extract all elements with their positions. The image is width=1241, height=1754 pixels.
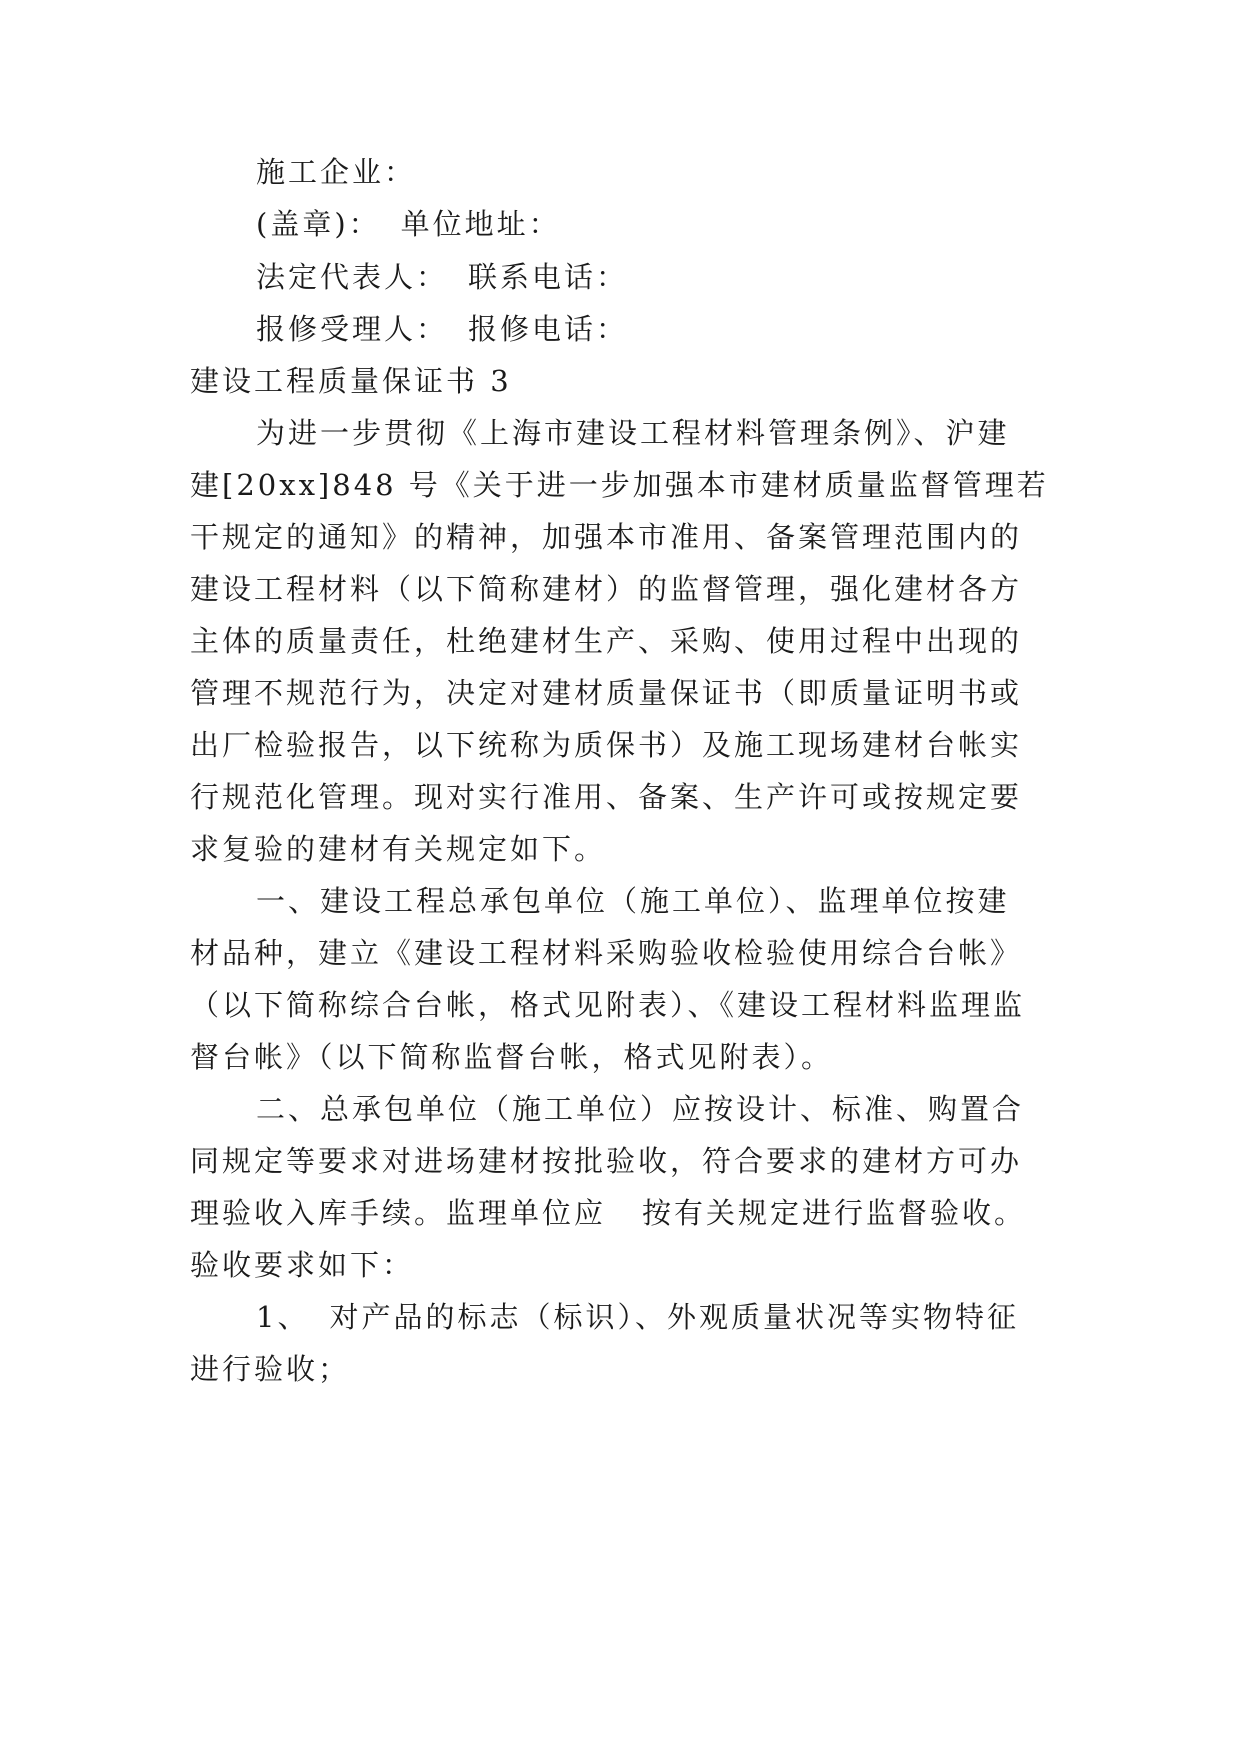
company-label: 施工企业： [256, 155, 417, 189]
intro-line-5: 主体的质量责任，杜绝建材生产、采购、使用过程中出现的 [190, 624, 1023, 658]
company-line [256, 152, 1136, 192]
intro-line-8: 行规范化管理。现对实行准用、备案、生产许可或按规定要 [190, 780, 1023, 814]
item2-line-3 [190, 1193, 1070, 1233]
item1-line-1: 一、建设工程总承包单位（施工单位）、监理单位按建 [256, 884, 1010, 918]
phone-label: 联系电话： [468, 260, 629, 294]
intro-line-7: 出厂检验报告，以下统称为质保书）及施工现场建材台帐实 [190, 728, 1023, 762]
repair-phone-label: 报修电话： [468, 312, 629, 346]
section-title: 建设工程质量保证书 3 [190, 364, 512, 398]
intro-line-3: 干规定的通知》的精神，加强本市准用、备案管理范围内的 [190, 520, 1023, 554]
sub1-line-1 [256, 1297, 1136, 1337]
item2-line-3-part-1: 理验收入库手续。监理单位应 [190, 1196, 607, 1230]
sub1-text: 对产品的标志（标识）、外观质量状况等实物特征 [329, 1300, 1019, 1334]
item1-line-4: 督台帐》（以下简称监督台帐，格式见附表）。 [190, 1040, 834, 1074]
item2-line-1: 二、总承包单位（施工单位）应按设计、标准、购置合 [256, 1092, 1025, 1126]
intro-line-6: 管理不规范行为，决定对建材质量保证书（即质量证明书或 [190, 676, 1023, 710]
intro-line-2: 建[20xx]848 号《关于进一步加强本市建材质量监督管理若 [190, 468, 1049, 502]
seal-address-line [256, 204, 1136, 244]
legal-rep-line [256, 257, 1136, 297]
sub1-line-2: 进行验收； [190, 1352, 351, 1386]
repair-person-label: 报修受理人： [256, 312, 449, 346]
legal-rep-label: 法定代表人： [256, 260, 449, 294]
seal-label: (盖章)： [256, 207, 381, 241]
intro-line-4: 建设工程材料（以下简称建材）的监督管理，强化建材各方 [190, 572, 1023, 606]
intro-line-9: 求复验的建材有关规定如下。 [190, 832, 607, 866]
address-label: 单位地址： [400, 207, 561, 241]
repair-line [256, 309, 1136, 349]
item2-line-2: 同规定等要求对进场建材按批验收，符合要求的建材方可办 [190, 1144, 1023, 1178]
item2-line-4: 验收要求如下： [190, 1248, 415, 1282]
item2-line-3-part-2: 按有关规定进行监督验收。 [642, 1196, 1027, 1230]
item1-line-3: （以下简称综合台帐，格式见附表）、《建设工程材料监理监 [190, 988, 1026, 1022]
intro-line-1: 为进一步贯彻《上海市建设工程材料管理条例》、沪建 [256, 416, 1010, 450]
sub1-number: 1、 [256, 1300, 310, 1334]
item1-line-2: 材品种，建立《建设工程材料采购验收检验使用综合台帐》 [190, 936, 1023, 970]
